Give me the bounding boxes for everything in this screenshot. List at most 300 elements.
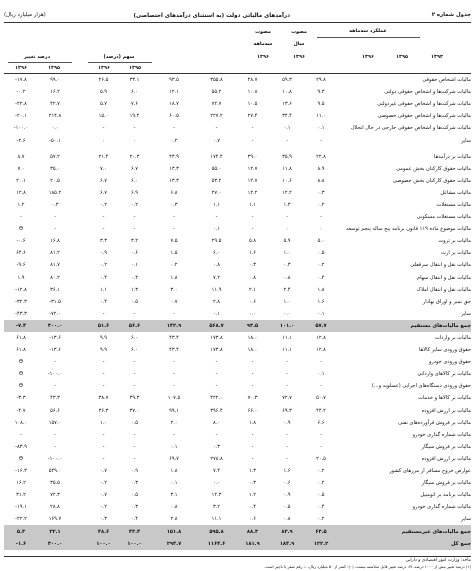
- table-row: [4, 122, 471, 134]
- cell-c6: ۰.۵: [130, 298, 139, 305]
- cell-c4: ۱۷۳.۸: [210, 347, 223, 354]
- row-label: مالیات شماره گذاری خودرو: [412, 504, 471, 511]
- table-row: [4, 247, 471, 259]
- cell-c9: -۳۲.۳: [15, 298, 27, 305]
- table-row: [4, 199, 471, 211]
- cell-c7: -: [102, 125, 105, 132]
- cell-c4: -: [215, 214, 218, 221]
- row-label: مالیات شرکت‌ها و اشخاص حقوقی دولتی: [384, 89, 471, 96]
- cell-c6: -: [133, 383, 136, 390]
- cell-c9: -۴۳.۳: [15, 310, 27, 317]
- cell-c5: ۶.۸: [170, 189, 178, 196]
- spacer-cell: [72, 441, 88, 453]
- total-row: [4, 320, 471, 332]
- cell-c9: -۱۶.۳: [15, 468, 27, 475]
- row-label: مالیات اشخاص حقوقی: [422, 77, 471, 84]
- cell-c2: -: [286, 455, 288, 462]
- cell-c4: ۵۳.۲: [211, 177, 222, 184]
- cell-c4: -: [215, 431, 218, 438]
- cell-c6: -: [133, 443, 136, 450]
- table-row: [4, 110, 471, 122]
- cell-c3: ۱۲.۷: [247, 177, 258, 184]
- spacer-cell: [72, 110, 88, 122]
- row-label: عوارض خروج مسافر از مرزهای کشور: [389, 468, 471, 475]
- cell-c9: -۱.۶: [4, 538, 38, 550]
- cell-c9: ۶۱.۸: [16, 335, 26, 342]
- table-row: [4, 259, 471, 271]
- approved-year-header-l2: سال: [293, 41, 305, 47]
- cell-c8: -۱۰۰.۰: [47, 455, 63, 462]
- cell-c4: ۱۲.۳: [211, 492, 222, 499]
- cell-c4: ۲۹.۵: [211, 238, 222, 245]
- cell-c9: -۰.۲: [16, 89, 26, 96]
- cell-c3: ۱۰.۵: [247, 101, 258, 108]
- cell-c6: ۱۹.۲: [129, 113, 140, 120]
- cell-c6: -: [133, 371, 136, 378]
- cell-c8: ۳۰۰.۰: [38, 320, 72, 332]
- row-label: مالیات بر ارث: [441, 250, 471, 257]
- cell-c9: ۱.۲: [17, 201, 25, 208]
- cell-c5: ۱۵۱.۸: [150, 525, 198, 537]
- cell-c1: ۵.۰: [317, 238, 325, 245]
- cell-c2: ۰.۸: [283, 516, 291, 523]
- cell-c6: -: [133, 431, 136, 438]
- cell-c1: ۶۳.۵: [304, 525, 338, 537]
- cell-c8: ۵۴۹.۰: [48, 468, 62, 475]
- row-label: سایر: [460, 310, 471, 317]
- cell-c5: -: [173, 310, 175, 317]
- approved-quarter-header-l2: سه‌ماهه: [253, 41, 273, 47]
- cell-c1: ۰.۲: [317, 468, 325, 475]
- cell-c1: ۰.۵: [317, 492, 325, 499]
- cell-c8: ۱۶۹.۷: [48, 516, 62, 523]
- cell-c1: ۶.۶: [317, 419, 325, 426]
- cell-c8: ۳۵.۰: [50, 165, 60, 172]
- row-label: مالیات نقل و انتقال سهام: [416, 274, 471, 281]
- row-label: حق تمبر و اوراق بهادار: [422, 298, 471, 305]
- approved-quarter-1396: ۱۳۹۶: [257, 54, 269, 60]
- cell-c3: ۱.۲: [248, 492, 257, 499]
- cell-c9: -۷.۴: [4, 320, 38, 332]
- spacer-cell: [72, 134, 88, 146]
- cell-c6: ۰.۴: [130, 274, 139, 281]
- row-label: سایر: [460, 137, 471, 144]
- cell-c4: ۳۹۶.۴: [210, 407, 223, 414]
- cell-c9: Θ: [18, 383, 23, 390]
- row-label: مالیات نقل و انتقال املاک: [416, 286, 471, 293]
- cell-c7: ۵۱.۶: [88, 320, 119, 332]
- row-label: حقوق ورودی دستگاه‌های اجرایی (عسلویه و...): [371, 383, 471, 390]
- cell-c6: ۶.۹: [130, 189, 139, 196]
- spacer-cell: [72, 429, 88, 441]
- cell-c8: -۷۲.۰: [49, 310, 61, 317]
- cell-c8: ۷۲.۳: [50, 492, 60, 499]
- cell-c3: -: [251, 371, 254, 378]
- cell-c3: ۰.۴: [248, 504, 257, 511]
- cell-c5: ۰.۱: [170, 443, 178, 450]
- cell-c9: Θ: [18, 455, 23, 462]
- cell-c7: -: [102, 371, 105, 378]
- cell-c4: ۵۶۸.۷: [198, 320, 235, 332]
- cell-c2: -: [286, 431, 288, 438]
- cell-c7: ۹.۹: [99, 335, 108, 342]
- growth-header-1396: ۱۳۹۶: [15, 65, 27, 71]
- cell-c2: ۵.۹: [283, 238, 291, 245]
- cell-c5: ۱۳.۳: [169, 177, 179, 184]
- cell-c8: -۳۱.۵: [49, 298, 61, 305]
- growth-group-header: درصد تغییر: [23, 54, 51, 60]
- spacer-cell: [72, 211, 88, 223]
- cell-c2: ۱.۰: [283, 250, 291, 257]
- cell-c1: ۰.۲: [317, 516, 325, 523]
- cell-c5: ۶۹.۷: [169, 455, 179, 462]
- table-row: [4, 477, 471, 489]
- cell-c7: ۲۱.۴: [98, 153, 109, 160]
- cell-c9: ۷.۰: [17, 165, 25, 172]
- table-row: [4, 501, 471, 513]
- cell-c9: -۸۳.۹: [15, 443, 27, 450]
- cell-c3: ۱۸.۰: [247, 347, 258, 354]
- unit-note: (هزار میلیارد ریال): [4, 12, 46, 18]
- cell-c9: -۹.۶: [16, 262, 26, 269]
- cell-c9: ۵.۳: [4, 525, 38, 537]
- cell-c4: ۶.۰: [212, 250, 221, 257]
- cell-c3: ۱.۱: [248, 201, 257, 208]
- cell-c4: ۵۵.۰: [211, 165, 222, 172]
- cell-c9: -۱۰۰.۰: [13, 125, 29, 132]
- row-label: مالیات حقوق کارکنان بخش عمومی: [396, 165, 471, 172]
- cell-c6: ۳.۲: [130, 238, 139, 245]
- table-bottom-rule: [4, 556, 471, 557]
- row-label: مالیات شرکت‌ها و اشخاص حقوقی غیردولتی: [377, 101, 471, 108]
- table-row: [4, 175, 471, 187]
- cell-c9: ۸.۷: [17, 153, 25, 160]
- spacer-cell: [72, 122, 88, 134]
- row-label: جمع مالیات‌های غیرمستقیم: [338, 525, 471, 537]
- cell-c3: ۱۸.۰: [247, 335, 258, 342]
- year-header-1394: ۱۳۹۴: [431, 54, 443, 60]
- cell-c6: -: [133, 455, 136, 462]
- cell-c6: -: [133, 359, 136, 366]
- cell-c7: ۵.۹: [99, 89, 108, 96]
- cell-c1: ۰.۴: [317, 504, 325, 511]
- cell-c1: ۱۲.۸: [316, 335, 326, 342]
- row-label: مالیات شرکت‌ها و اشخاص حقوقی خصوصی: [377, 113, 471, 120]
- cell-c7: ۰.۲: [99, 201, 108, 208]
- cell-c8: ۰.۳: [51, 201, 59, 208]
- cell-c3: ۵.۸: [248, 238, 257, 245]
- row-label: مالیات شماره گذاری خودرو: [412, 431, 471, 438]
- cell-c5: ۹۳.۵: [169, 77, 179, 84]
- cell-c3: -: [251, 383, 254, 390]
- cell-c6: ۰.۶: [130, 250, 139, 257]
- cell-c4: ۷.۲: [212, 274, 221, 281]
- total-row: [4, 538, 471, 550]
- cell-c2: ۳۵.۹: [282, 153, 292, 160]
- cell-c9: -۳.۳: [16, 395, 26, 402]
- cell-c1: ۰.۱: [317, 310, 325, 317]
- row-label: سایر: [460, 516, 471, 523]
- cell-c4: ۴۲۲.۰: [210, 395, 223, 402]
- cell-c6: -: [133, 214, 136, 221]
- cell-c7: ۳.۳: [99, 238, 108, 245]
- spacer-cell: [72, 163, 88, 175]
- cell-c7: ۱.۰: [99, 419, 108, 426]
- table-row: [4, 392, 471, 404]
- cell-c8: ۱۸۵.۲: [48, 189, 62, 196]
- cell-c1: ۰.۲: [317, 262, 325, 269]
- cell-c1: ۸.۹: [317, 165, 325, 172]
- cell-c9: Θ: [18, 371, 23, 378]
- table-row: [4, 308, 471, 320]
- cell-c4: ۱۱۶۴.۶: [198, 538, 235, 550]
- spacer-cell: [72, 296, 88, 308]
- cell-c2: ۱۰.۶: [282, 177, 292, 184]
- table-row: [4, 453, 471, 465]
- cell-c8: ۱۶.۲: [50, 89, 60, 96]
- share-header-1396: ۱۳۹۶: [98, 65, 110, 71]
- cell-c8: ۲۸.۸: [50, 504, 60, 511]
- cell-c5: ۴۳.۹: [169, 153, 179, 160]
- cell-c2: ۱۸۴.۹: [270, 538, 304, 550]
- cell-c7: ۵.۷: [99, 101, 108, 108]
- table-number: جدول شماره ۲: [431, 12, 471, 18]
- row-label: مالیات بر فروش سیگار: [421, 443, 471, 450]
- table-row: [4, 356, 471, 368]
- spacer-cell: [72, 308, 88, 320]
- table-title: درآمدهای مالیاتی دولت (به استثنای درآمدهای اختصاصی): [133, 13, 290, 19]
- cell-c7: -: [102, 455, 105, 462]
- cell-c7: ۱۵.۰: [98, 113, 109, 120]
- cell-c2: ۰.۵: [283, 504, 291, 511]
- cell-c7: ۳۸.۷: [98, 395, 109, 402]
- cell-c3: ۴۸.۷: [247, 77, 258, 84]
- cell-c6: ۱۰۰.۰: [119, 538, 150, 550]
- cell-c2: -: [286, 383, 288, 390]
- cell-c4: ۰.۱: [212, 226, 221, 233]
- cell-c8: -: [54, 431, 56, 438]
- cell-c3: -: [251, 455, 254, 462]
- row-label: مالیات مستغلات: [436, 201, 471, 208]
- cell-c8: ۳۶.۱: [50, 286, 60, 293]
- cell-c5: ۳.۰: [170, 286, 178, 293]
- cell-c3: ۱۸۱.۹: [235, 538, 270, 550]
- cell-c9: ۲۰.۱: [16, 177, 26, 184]
- spacer-cell: [72, 235, 88, 247]
- cell-c7: -: [102, 310, 105, 317]
- row-label: مالیات مشاغل: [440, 189, 471, 196]
- cell-c5: ۰.۳: [170, 201, 178, 208]
- cell-c2: ۱۰۱.۰: [270, 320, 304, 332]
- cell-c1: ۰: [319, 226, 323, 233]
- row-label: مالیات بر ارزش افزوده: [421, 455, 471, 462]
- cell-c2: -: [286, 359, 288, 366]
- cell-c8: ۸۱.۷: [50, 262, 60, 269]
- cell-c6: ۰.۴: [130, 516, 139, 523]
- cell-c9: ۶۴.۶: [16, 250, 26, 257]
- cell-c1: ۱۱.۰: [316, 113, 326, 120]
- cell-c9: Θ: [18, 359, 23, 366]
- cell-c9: -۲۰.۱: [15, 113, 27, 120]
- cell-c4: ۲۷.۰: [211, 189, 222, 196]
- cell-c8: -: [54, 383, 56, 390]
- cell-c4: ۰.۰: [212, 480, 221, 487]
- cell-c8: -۱۳.۶: [49, 347, 61, 354]
- spacer-cell: [72, 513, 88, 525]
- cell-c8: -۱۳.۶: [49, 335, 61, 342]
- spacer-cell: [72, 380, 88, 392]
- share-header-1395: ۱۳۹۵: [129, 65, 141, 71]
- share-group-rule: [88, 62, 152, 63]
- cell-c6: ۰.۵: [130, 419, 139, 426]
- cell-c1: ۲۹.۸: [316, 77, 326, 84]
- cell-c5: -: [173, 431, 175, 438]
- cell-c9: Θ: [18, 226, 23, 233]
- cell-c1: ۱.۶: [317, 298, 325, 305]
- cell-c1: -: [320, 431, 322, 438]
- cell-c5: ۱۳.۳: [169, 165, 179, 172]
- cell-c2: ۰.۳: [283, 262, 291, 269]
- realized-group-header: عملکرد سه‌ماهه: [349, 28, 387, 34]
- spacer-cell: [72, 284, 88, 296]
- cell-c3: -: [251, 431, 254, 438]
- table-row: [4, 513, 471, 525]
- spacer-cell: [72, 272, 88, 284]
- cell-c9: -۱۲.۸: [15, 286, 27, 293]
- cell-c7: ۶.۷: [99, 189, 108, 196]
- cell-c6: ۶.۷: [130, 165, 139, 172]
- cell-c2: ۲.۴: [283, 286, 291, 293]
- cell-c4: ۱۱.۱: [211, 516, 222, 523]
- cell-c6: -: [133, 226, 136, 233]
- cell-c7: ۰.۷: [99, 492, 108, 499]
- cell-c1: -: [320, 443, 322, 450]
- cell-c8: ۳۵.۵: [50, 480, 60, 487]
- cell-c9: -۰.۶: [16, 238, 26, 245]
- cell-c9: -۲.۶: [16, 137, 26, 144]
- cell-c3: ۰.۶: [248, 516, 257, 523]
- cell-c2: ۰.۱: [283, 125, 291, 132]
- cell-c2: ۰.۰: [283, 310, 291, 317]
- cell-c9: ۱۲.۸: [16, 189, 26, 196]
- cell-c3: ۸۸.۳: [235, 525, 270, 537]
- cell-c7: ۶.۷: [99, 177, 108, 184]
- table-row: [4, 223, 471, 235]
- cell-c7: ۰.۲: [99, 262, 108, 269]
- cell-c8: ۰.۰: [51, 125, 59, 132]
- cell-c5: ۷.۵: [170, 238, 178, 245]
- spacer-cell: [72, 417, 88, 429]
- cell-c2: ۱۳.۶: [282, 101, 292, 108]
- spacer-cell: [72, 453, 88, 465]
- spacer-cell: [72, 259, 88, 271]
- cell-c2: ۸۳.۹: [270, 525, 304, 537]
- cell-c5: -: [173, 125, 175, 132]
- cell-c5: -: [173, 359, 175, 366]
- growth-group-rule: [8, 62, 72, 63]
- row-label: مالیات بر ثروت: [438, 238, 471, 245]
- cell-c3: -: [251, 359, 254, 366]
- year-header-1395: ۱۳۹۵: [396, 54, 408, 60]
- cell-c3: ۳۹.۰: [247, 153, 258, 160]
- cell-c1: ۵۰.۷: [316, 395, 326, 402]
- cell-c1: ۰.۴: [317, 274, 325, 281]
- spacer-cell: [72, 538, 88, 550]
- spacer-cell: [72, 368, 88, 380]
- table-row: [4, 163, 471, 175]
- cell-c2: ۰: [285, 226, 289, 233]
- cell-c2: ۰.۸: [283, 274, 291, 281]
- table-row: [4, 344, 471, 356]
- cell-c7: -: [102, 443, 105, 450]
- cell-c1: -: [320, 383, 322, 390]
- cell-c5: ۴۳.۴: [169, 347, 179, 354]
- cell-c5: ۲.۸: [170, 516, 178, 523]
- cell-c2: -: [286, 214, 288, 221]
- cell-c5: ۰.۸: [170, 504, 178, 511]
- cell-c4: ۵۵.۲: [211, 89, 222, 96]
- cell-c5: ۱.۸: [170, 274, 178, 281]
- cell-c4: ۲۲۷.۲: [210, 113, 223, 120]
- table-row: [4, 98, 471, 110]
- cell-c6: ۰.۳: [130, 480, 139, 487]
- cell-c6: ۰.۳: [130, 504, 139, 511]
- table-row: [4, 284, 471, 296]
- cell-c3: -: [251, 214, 254, 221]
- table-row: [4, 405, 471, 417]
- cell-c5: ۲۹۴.۷: [150, 538, 198, 550]
- cell-c5: ۱۰۷.۵: [167, 395, 181, 402]
- cell-c6: ۶.۰: [130, 89, 139, 96]
- cell-c9: ۱.۹: [17, 274, 25, 281]
- cell-c1: ۴۴.۲: [316, 407, 326, 414]
- cell-c8: -: [54, 226, 56, 233]
- cell-c2: ۳۴.۴: [282, 113, 292, 120]
- cell-c2: ۱۱.۱: [282, 335, 292, 342]
- cell-c9: -۲۲.۲: [15, 516, 27, 523]
- share-group-header: سهم (درصد): [103, 54, 135, 60]
- spacer-cell: [72, 151, 88, 163]
- cell-c7: ۳۶.۳: [98, 407, 109, 414]
- row-label: جمع کل: [338, 538, 471, 550]
- year-header-1396: ۱۳۹۶: [362, 54, 374, 60]
- cell-c3: ۹۳.۵: [235, 320, 270, 332]
- cell-c3: -: [251, 226, 254, 233]
- spacer-cell: [72, 501, 88, 513]
- cell-c2: ۱۱.۱: [282, 347, 292, 354]
- cell-c9: ۱۰۸.۰: [14, 419, 28, 426]
- cell-c4: -: [215, 371, 218, 378]
- table-row: [4, 272, 471, 284]
- cell-c2: ۱.۳: [283, 201, 291, 208]
- cell-c1: ۰.۱: [317, 371, 325, 378]
- cell-c8: ۲۱۴.۸: [48, 113, 62, 120]
- row-label: مالیات بر فروش سیگار: [421, 480, 471, 487]
- cell-c8: ۸۰.۲: [50, 274, 60, 281]
- cell-c8: ۵۷.۲: [50, 153, 60, 160]
- header-top-rule: [4, 22, 471, 23]
- spacer-cell: [72, 187, 88, 199]
- cell-c5: ۰.۲: [170, 137, 178, 144]
- row-label: مالیات شرکت‌ها و اشخاص حقوقی خارجی در حال انحلال: [350, 125, 471, 132]
- cell-c4: -: [215, 125, 218, 132]
- cell-c2: ۰.۹: [283, 492, 291, 499]
- cell-c1: ۹.۳: [317, 89, 325, 96]
- row-label: مالیات موضوع ماده ۱۱۹ قانون برنامه پنج ساله پنجم توسعه: [345, 226, 471, 233]
- cell-c4: ۳۵۵.۸: [210, 77, 223, 84]
- cell-c6: ۰: [133, 137, 136, 144]
- cell-c6: ۶.۰: [130, 177, 139, 184]
